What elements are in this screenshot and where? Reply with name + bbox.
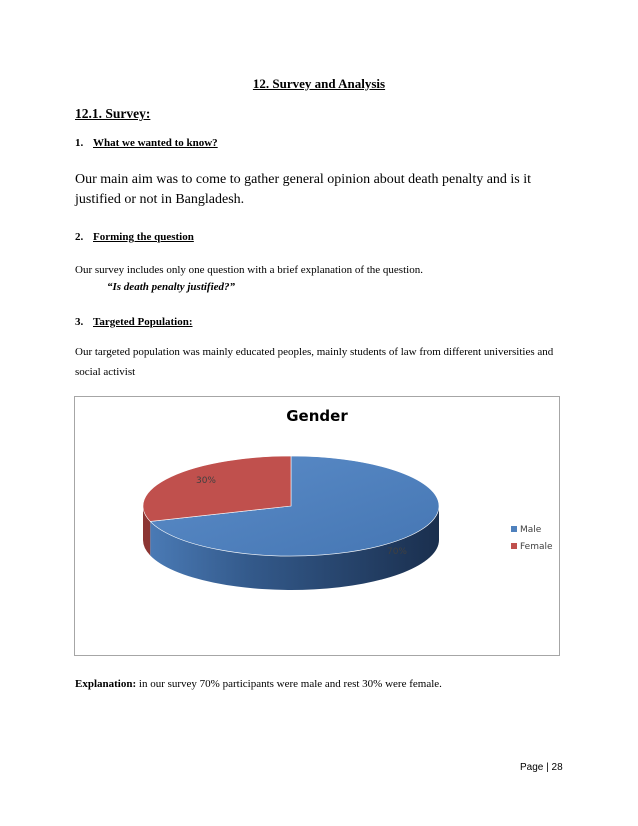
question-number: 3.	[75, 316, 84, 328]
legend-swatch-male	[511, 526, 517, 532]
legend-swatch-female	[511, 543, 517, 549]
aim-paragraph: Our main aim was to come to gather general opinion about death penalty and is it justified or not in Bangladesh.	[75, 172, 532, 207]
survey-paragraph: Our survey includes only one question with a brief explanation of the question.	[75, 264, 423, 276]
section-heading: 12.1. Survey:	[75, 106, 151, 121]
explanation-text: in our survey 70% participants were male and rest 30% were female.	[136, 678, 442, 690]
question-title: What we wanted to know?	[93, 137, 218, 149]
population-paragraph: Our targeted population was mainly educated peoples, mainly students of law from different universities and social activist	[75, 346, 554, 378]
gender-pie-chart	[75, 397, 559, 655]
question-number: 2.	[75, 231, 84, 243]
gender-chart	[74, 396, 560, 656]
question-heading-2	[75, 231, 194, 243]
legend-label-female: Female	[520, 542, 553, 552]
question-title: Forming the question	[93, 231, 194, 243]
page-heading: 12. Survey and Analysis	[252, 76, 386, 91]
data-label-male: 70%	[386, 547, 408, 557]
question-heading-3	[75, 316, 193, 328]
question-heading-1	[75, 137, 218, 149]
explanation-paragraph	[75, 678, 442, 690]
page-number: Page | 28	[520, 762, 563, 773]
data-label-female: 30%	[195, 476, 217, 486]
question-number: 1.	[75, 137, 84, 149]
survey-question: “Is death penalty justified?”	[107, 281, 236, 293]
chart-title: Gender	[286, 407, 348, 425]
explanation-label: Explanation:	[75, 678, 137, 690]
legend-label-male: Male	[520, 525, 542, 535]
question-title: Targeted Population:	[93, 316, 193, 328]
